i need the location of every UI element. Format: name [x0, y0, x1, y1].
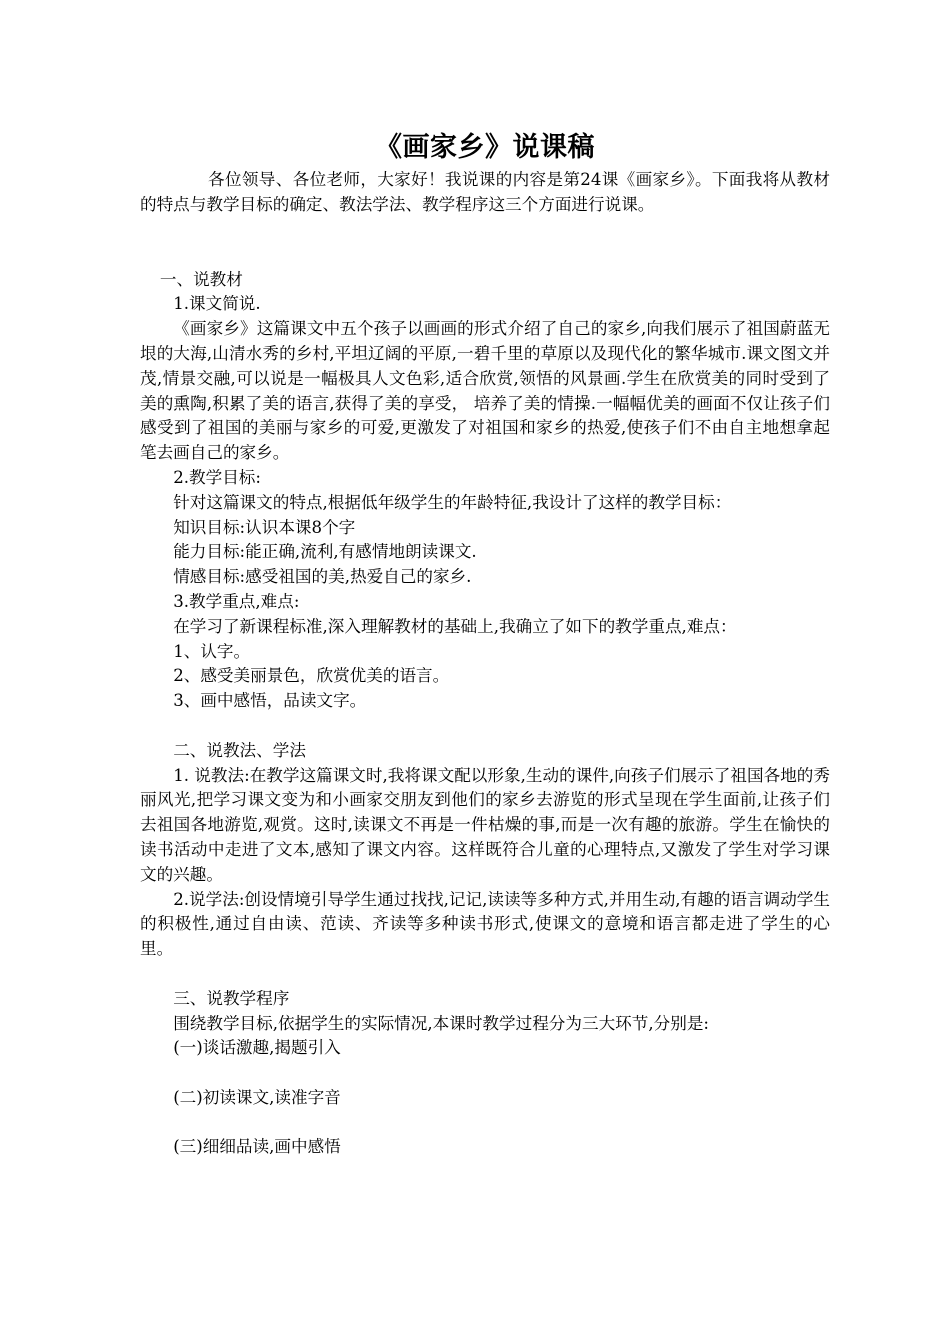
- key-point-item: 3、画中感悟，品读文字。: [173, 691, 367, 711]
- intro-paragraph: 各位领导、各位老师，大家好！我说课的内容是第24课《画家乡》。下面我将从教材的特点与教学目标的确定、教法学法、教学程序这三个方面进行说课。: [140, 170, 830, 214]
- subsection-title-key-points: 3.教学重点,难点:: [173, 591, 300, 611]
- key-points-paragraph: 在学习了新课程标准,深入理解教材的基础上,我确立了如下的教学重点,难点：: [173, 616, 737, 636]
- section-heading-procedure: 三、说教学程序: [173, 988, 290, 1008]
- goal-ability: 能力目标:能正确,流利,有感情地朗读课文.: [173, 542, 477, 562]
- spacer: [140, 218, 830, 268]
- subsection-title-goals: 2.教学目标:: [173, 467, 261, 487]
- procedure-step: (三)细细品读,画中感悟: [173, 1137, 341, 1157]
- overview-paragraph: 《画家乡》这篇课文中五个孩子以画画的形式介绍了自己的家乡,向我们展示了祖国蔚蓝无垠的大海,山清水秀的乡村,平坦辽阔的平原,一碧千里的草原以及现代化的繁华城市.课文图文并茂,情景交融,可以说是一幅极具人文色彩,适合欣赏,领悟的风景画.学生在欣赏美的同时受到了美的熏陶,积累了美的语言,获得了美的享受， 培养了美的情操.一幅幅优美的画面不仅让孩子们感受到了祖国的美丽与家乡的可爱,更激发了对祖国和家乡的热爱,使孩子们不由自主地想拿起笔去画自己的家乡。: [140, 319, 830, 463]
- section-heading-methods: 二、说教法、学法: [173, 740, 306, 760]
- key-point-item: 2、感受美丽景色，欣赏优美的语言。: [173, 666, 450, 686]
- learning-method-paragraph: 2.说学法:创设情境引导学生通过找找,记记,读读等多种方式,并用生动,有趣的语言调动学生的积极性,通过自由读、范读、齐读等多种读书形式,使课文的意境和语言都走进了学生的心里。: [140, 889, 830, 959]
- key-point-item: 1、认字。: [173, 641, 251, 661]
- spacer: [140, 714, 830, 739]
- goal-knowledge: 知识目标:认识本课8个字: [173, 517, 356, 537]
- teaching-method-paragraph: 1. 说教法:在教学这篇课文时,我将课文配以形象,生动的课件,向孩子们展示了祖国各地的秀丽风光,把学习课文变为和小画家交朋友到他们的家乡去游览的形式呈现在学生面前,让孩子们去祖国各地游览,观赏。这时,读课文不再是一件枯燥的事,而是一次有趣的旅游。学生在愉快的读书活动中走进了文本,感知了课文内容。这样既符合儿童的心理特点,又激发了学生对学习课文的兴趣。: [140, 765, 830, 884]
- document-page: [140, 128, 830, 1160]
- subsection-title-overview: 1.课文简说.: [173, 294, 261, 314]
- goals-paragraph: 针对这篇课文的特点,根据低年级学生的年龄特征,我设计了这样的教学目标：: [173, 492, 732, 512]
- spacer: [140, 1061, 830, 1086]
- spacer: [140, 962, 830, 987]
- procedure-paragraph: 围绕教学目标,依据学生的实际情况,本课时教学过程分为三大环节,分别是:: [173, 1013, 710, 1033]
- procedure-step: (二)初读课文,读准字音: [173, 1087, 341, 1107]
- spacer: [140, 1111, 830, 1136]
- section-heading-textbook: 一、说教材: [159, 269, 243, 289]
- procedure-step: (一)谈话激趣,揭题引入: [173, 1038, 341, 1058]
- goal-emotion: 情感目标:感受祖国的美,热爱自己的家乡.: [173, 567, 472, 587]
- document-title: 《画家乡》说课稿: [375, 132, 595, 163]
